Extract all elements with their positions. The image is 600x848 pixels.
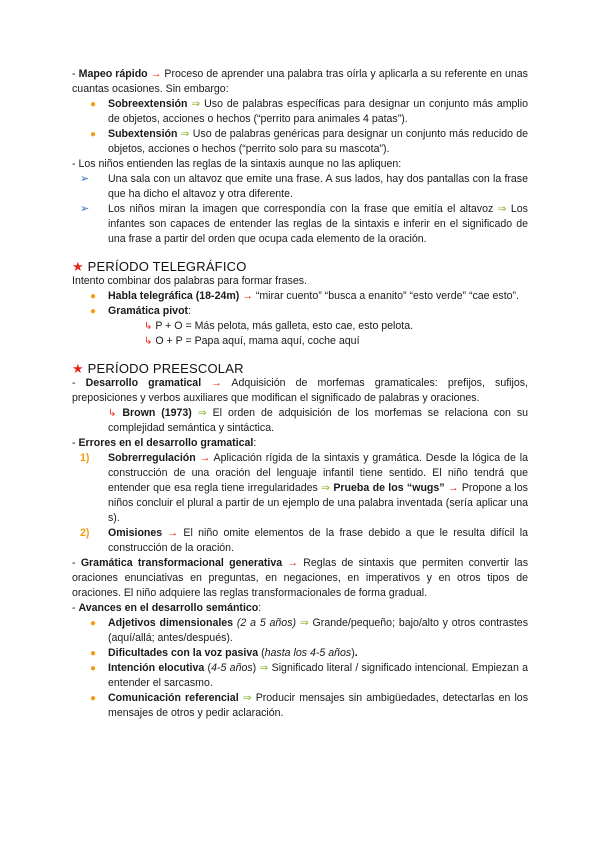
number-label: 1) [80,452,90,464]
errores-heading: - Errores en el desarrollo gramatical: [72,437,257,449]
transformacional-paragraph: - Gramática transformacional generativa → Reglas de sintaxis que permiten convertir las oraciones enunciativas en preguntas, en negaciones, en imperativos y en otros tipos de oraciones. El niño adquiere las reglas transformacionales de forma gradual. [72,557,528,599]
red-arrow-icon: → [167,527,179,539]
bullet-icon: ● [90,129,97,140]
desarrollo-paragraph: - Desarrollo gramatical → Adquisición de morfemas gramaticales: prefijos, sufijos, preposiciones y verbos auxiliares que modifican el significado de palabras y oraciones. [72,377,528,404]
bullet-icon: ● [90,663,97,674]
star-icon: ★ [72,259,84,274]
hook-arrow-icon: ↳ [108,408,117,419]
hook-arrow-icon: ↳ [144,336,153,347]
red-arrow-icon: → [199,452,211,464]
bullet-icon: ● [90,648,97,659]
list-item: ● Comunicación referencial ⇒ Producir mensajes sin ambigüedades, detectarlas en los mensajes de otros y pedir aclaración. [90,692,528,719]
green-arrow-icon: ⇒ [299,617,309,629]
red-arrow-icon: → [150,68,162,80]
brown-item: ↳ Brown (1973) ⇒ El orden de adquisición de los morfemas se relaciona con su complejidad semántica y sintáctica. [108,407,529,434]
list-item: ➢ Una sala con un altavoz que emite una frase. A sus lados, hay dos pantallas con la frase que ha dicho el altavoz y otra diferente. [80,173,528,200]
chevron-arrow-icon: ➢ [80,203,90,215]
green-arrow-icon: ⇒ [259,662,269,674]
section-heading: ★ PERÍODO PREESCOLAR [72,361,244,376]
bullet-icon: ● [90,291,97,302]
hook-arrow-icon: ↳ [144,321,153,332]
red-arrow-icon: → [287,557,298,569]
green-arrow-icon: ⇒ [197,407,207,419]
mapeo-paragraph: - Mapeo rápido → Proceso de aprender una palabra tras oírla y aplicarla a su referente en unas cuantas ocasiones. Sin embargo: [72,68,528,95]
list-item: ● Dificultades con la voz pasiva (hasta los 4-5 años). [90,647,358,659]
list-item: ● Gramática pivot: [90,305,192,317]
list-item: ● Adjetivos dimensionales (2 a 5 años) ⇒ Grande/pequeño; bajo/alto y otros contrastes (aquí/allá; antes/después). [90,617,528,644]
section-heading: ★ PERÍODO TELEGRÁFICO [72,259,247,274]
bullet-icon: ● [90,618,97,629]
green-arrow-icon: ⇒ [497,203,507,215]
document-page [72,67,528,721]
avances-heading: - Avances en el desarrollo semántico: [72,602,262,614]
red-arrow-icon: → [211,377,222,389]
error-item: 2) Omisiones → El niño omite elementos de la frase debido a que le resulta difícil la construcción de la oración. [80,527,528,554]
list-item: ➢ Los niños miran la imagen que correspondía con la frase que emitía el altavoz ⇒ Los infantes son capaces de entender las reglas de la sintaxis e inferir en el significado de una frase a partir del orden que ocupa cada elemento de la oración. [80,203,528,245]
bullet-icon: ● [90,306,97,317]
mapeo-term: Mapeo rápido [78,68,148,80]
number-label: 2) [80,527,90,539]
bullet-icon: ● [90,99,97,110]
bullet-icon: ● [90,693,97,704]
chevron-arrow-icon: ➢ [80,173,90,185]
green-arrow-icon: ⇒ [242,692,252,704]
sintaxis-paragraph: - Los niños entienden las reglas de la sintaxis aunque no las apliquen: [72,158,402,170]
list-item: ● Intención elocutiva (4-5 años) ⇒ Significado literal / significado intencional. Empiezan a entender el sarcasmo. [90,662,528,689]
error-item: 1) Sobrerregulación → Aplicación rígida de la sintaxis y gramática. Desde la lógica de la construcción de una oración del lenguaje infantil tiene sentido. El niño tendrá que entender que esa regla tiene irregularidades ⇒ Prueba de los “wugs” → Propone a los niños concluir el plural a partir de un ejemplo de una palabra inventada (sería aplicar una s). [80,452,528,524]
pivot-line: ↳ P + O = Más pelota, más galleta, esto cae, esto pelota. [144,320,414,332]
telegrafico-intro: Intento combinar dos palabras para formar frases. [72,275,307,287]
pivot-line: ↳ O + P = Papa aquí, mama aquí, coche aquí [144,335,360,347]
list-item: ● Sobreextensión ⇒ Uso de palabras específicas para designar un conjunto más amplio de objetos, acciones o hechos (“perrito para animales 4 patas”). [90,98,529,125]
red-arrow-icon: → [447,482,459,494]
red-arrow-icon: → [242,290,253,302]
list-item: ● Habla telegráfica (18-24m) → “mirar cuento” “busca a enanito” “esto verde” “cae esto”. [90,290,520,302]
star-icon: ★ [72,361,84,376]
list-item: ● Subextensión ⇒ Uso de palabras genéricas para designar un conjunto más reducido de objetos, acciones o hechos (“perrito solo para su mascota”). [90,128,528,155]
green-arrow-icon: ⇒ [180,128,190,140]
green-arrow-icon: ⇒ [321,482,331,494]
green-arrow-icon: ⇒ [191,98,201,110]
